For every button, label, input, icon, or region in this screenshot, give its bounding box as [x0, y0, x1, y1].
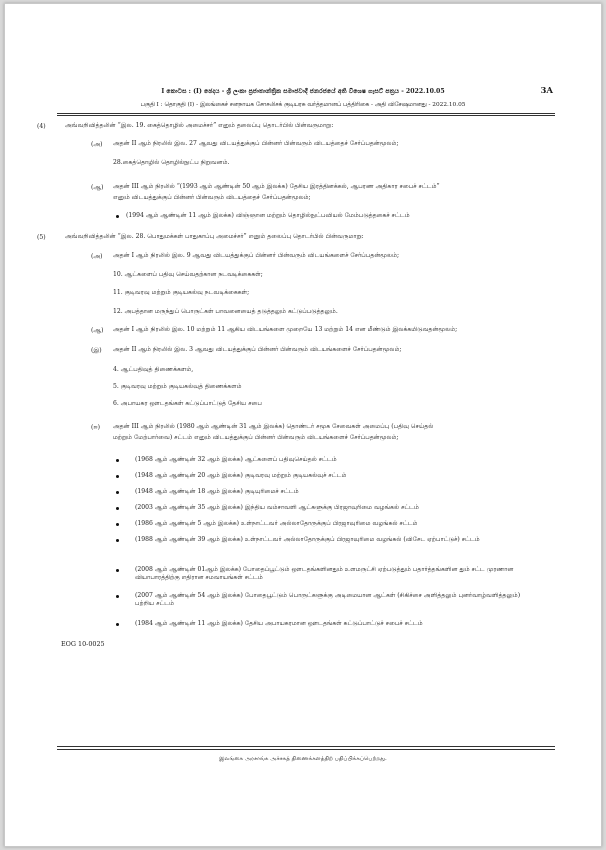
item-line: 5. குடிவரவு மற்றும் குடியகல்வுத் திணைக்களம்	[113, 383, 242, 390]
item-marker: (இ)	[91, 347, 102, 354]
item-marker: (ஆ)	[91, 327, 104, 334]
item-marker: (அ)	[91, 141, 103, 148]
bullet-text: (2008 ஆம் ஆண்டின் 01ஆம் இலக்க) போதைப்பூட்டும் ஔடதங்களினதும் உளமருட்சி ஏற்படுத்தும் பதார்த்தங்களின தும் சட்ட முரணான வியாபாரத்திற்கு எதிரான சமவாயங்கள் சட்டம்	[135, 566, 514, 581]
bullet-dot	[116, 623, 119, 626]
bullet-text: (1986 ஆம் ஆண்டின் 5 ஆம் இலக்க) உள்நாட்டவர் அல்லாதோருக்குப் பிரஜாவுரிமை வழங்கல் சட்டம்	[135, 520, 418, 527]
item-line: 4. ஆட்பதிவுத் திணைக்களம்,	[113, 366, 194, 373]
bullet-dot	[116, 569, 119, 572]
bullet-text: (2003 ஆம் ஆண்டின் 35 ஆம் இலக்க) இந்திய வம்சாவளி ஆட்களுக்கு பிரஜாவுரிமை வழங்கல் சட்டம்	[135, 504, 419, 511]
item-line: அதன் II ஆம் நிரலில் இல. 3 ஆவது விடயத்துக்குப் பின்னர் பின்வரும் விடயங்களைச் சேர்ப்பதன்மூலம்;	[113, 346, 402, 353]
bullet-text: (1968 ஆம் ஆண்டின் 32 ஆம் இலக்க) ஆட்களைப் பதிவுசெய்தல் சட்டம்	[135, 456, 337, 463]
section-intro: அவ்வறிவித்தலின் “இல. 19. கைத்தொழில் அமைச்சர்” எனும் தலைப்பு தொடர்பில் பின்வருமாறு:	[65, 122, 334, 129]
item-line: 12. அபத்தான மருந்துப் பொருட்கள் பாவனையைத் தடுத்தலும் கட்டுப்படுத்தலும்.	[113, 308, 338, 315]
header-rule	[57, 115, 555, 116]
bullet-dot	[116, 523, 119, 526]
bullet-dot	[116, 595, 119, 598]
item-line: எனும் விடயத்துக்குப் பின்னர் பின்வரும் விடயத்தைச் சேர்ப்பதன்மூலம்;	[113, 194, 311, 201]
section-number: (5)	[37, 234, 46, 241]
footer-rule	[57, 746, 555, 747]
section-number: (4)	[37, 123, 46, 130]
header-rule	[57, 113, 555, 114]
section-intro: அவ்வறிவித்தலின் “இல. 28. பொதுமக்கள் பாதுகாப்பு அமைச்சர்” எனும் தலைப்பு தொடர்பில் பின்வருமாறு:	[65, 233, 364, 240]
item-line: மற்றும் மேற்பார்வை) சட்டம் எனும் விடயத்துக்குப் பின்னர் பின்வரும் விடயங்களைச் சேர்ப்பதன்மூலம்;	[113, 434, 399, 441]
item-line: அதன் I ஆம் நிரலில் இல. 9 ஆவது விடயத்துக்குப் பின்னர் பின்வரும் விடயங்களைச் சேர்ப்பதன்மூலம்;	[113, 252, 400, 259]
bullet-dot	[116, 491, 119, 494]
bullet-dot	[116, 475, 119, 478]
item-line: 11. குடிவரவு மற்றும் குடியகல்வு நடவடிக்கைகள்;	[113, 289, 250, 296]
item-line: அதன் III ஆம் நிரலில் “(1993 ஆம் ஆண்டின் 50 ஆம் இலக்க) தேசிய இரத்தினக்கல், ஆபரண அதிகார சபைச் சட்டம்”	[113, 183, 440, 190]
bullet-dot	[116, 459, 119, 462]
bullet-text: (1984 ஆம் ஆண்டின் 11 ஆம் இலக்க) தேசிய அபாயகரமான ஔடதங்கள் கட்டுப்பாட்டுச் சபைச் சட்டம்	[135, 620, 423, 627]
printer-note: இலங்கை அரசாங்க அச்சகத் திணைக்களத்திற் பதிப்பிக்கப்பெற்றது.	[219, 756, 387, 762]
bullet-text: (1994 ஆம் ஆண்டின் 11 ஆம் இலக்க) விஞ்ஞான மற்றும் தொழில்நுட்பவியல் மேம்படுத்தகைச் சட்டம்	[126, 212, 410, 219]
item-line: அதன் I ஆம் நிரலில் இல. 10 மற்றும் 11 ஆகிய விடயங்களை முறையே 13 மற்றும் 14 என மீண்டும் இலக்கமிடுவதன்மூலம்;	[113, 326, 458, 333]
bullet-dot	[116, 507, 119, 510]
bullet-text: (1948 ஆம் ஆண்டின் 18 ஆம் இலக்க) குடியுரிமைச் சட்டம்	[135, 488, 299, 495]
item-line: 10. ஆட்களைப் பதிவு செய்வதற்கான நடவடிக்கைகள்;	[113, 271, 263, 278]
header-sinhala-title: I කොටස : (I) ඡෙදය - ශ්‍රී ලංකා ප්‍රජාතාන්ත්‍රික සමාජවාදී ජනරජයේ අති විශෙෂ ගැසට් පත්‍රය - 2022.10.05	[161, 88, 445, 95]
document-code: EOG 10-0025	[61, 640, 105, 648]
bullet-dot	[116, 215, 119, 218]
item-line: அதன் III ஆம் நிரலில் (1980 ஆம் ஆண்டின் 31 ஆம் இலக்க) தொண்டர் சமூக சேவைகள் அமைப்பு (பதிவு செய்தல்	[113, 423, 434, 430]
item-line: 6. அபாயகர ஔடதங்கள் கட்டுப்பாட்டுத் தேசிய சபை	[113, 400, 262, 407]
bullet-dot	[116, 539, 119, 542]
item-marker: (அ)	[91, 253, 103, 260]
item-marker: (ஈ)	[91, 424, 101, 431]
bullet-text: (2007 ஆம் ஆண்டின் 54 ஆம் இலக்க) போதைபூட்டும் பொருட்களுக்கு அடிமையான ஆட்கள் (சிகிச்சை அளித்தலும் புனர்வாழ்வளித்தலும்) பற்றிய சட்டம்	[135, 592, 521, 607]
gazette-page	[4, 3, 602, 847]
footer-rule	[57, 749, 555, 750]
page-number: 3A	[540, 86, 553, 96]
header-tamil-title: பகுதி I : தொகுதி (I) - இலங்கைச் சனநாயக சோசலிசக் குடியரசு வர்த்தமானப் பத்திரிகை - அதி விசேஷமானது - 2022.10.05	[140, 102, 466, 108]
item-line: 28.கைத்தொழில் தொழில்நுட்ப நிறுவனம்.	[113, 159, 230, 166]
item-marker: (ஆ)	[91, 184, 104, 191]
item-line: அதன் II ஆம் நிரலில் இல. 27 ஆவது விடயத்துக்குப் பின்னர் பின்வரும் விடயத்தைச் சேர்ப்பதன்மூலம்;	[113, 140, 399, 147]
bullet-text: (1988 ஆம் ஆண்டின் 39 ஆம் இலக்க) உள்நாட்டவர் அல்லாதோருக்குப் பிரஜாவுரிமை வழங்கல் (விசேட ஏற்பாட்டுச்) சட்டம்	[135, 536, 480, 543]
bullet-text: (1948 ஆம் ஆண்டின் 20 ஆம் இலக்க) குடிவரவு மற்றும் குடியகல்வுச் சட்டம்	[135, 472, 347, 479]
